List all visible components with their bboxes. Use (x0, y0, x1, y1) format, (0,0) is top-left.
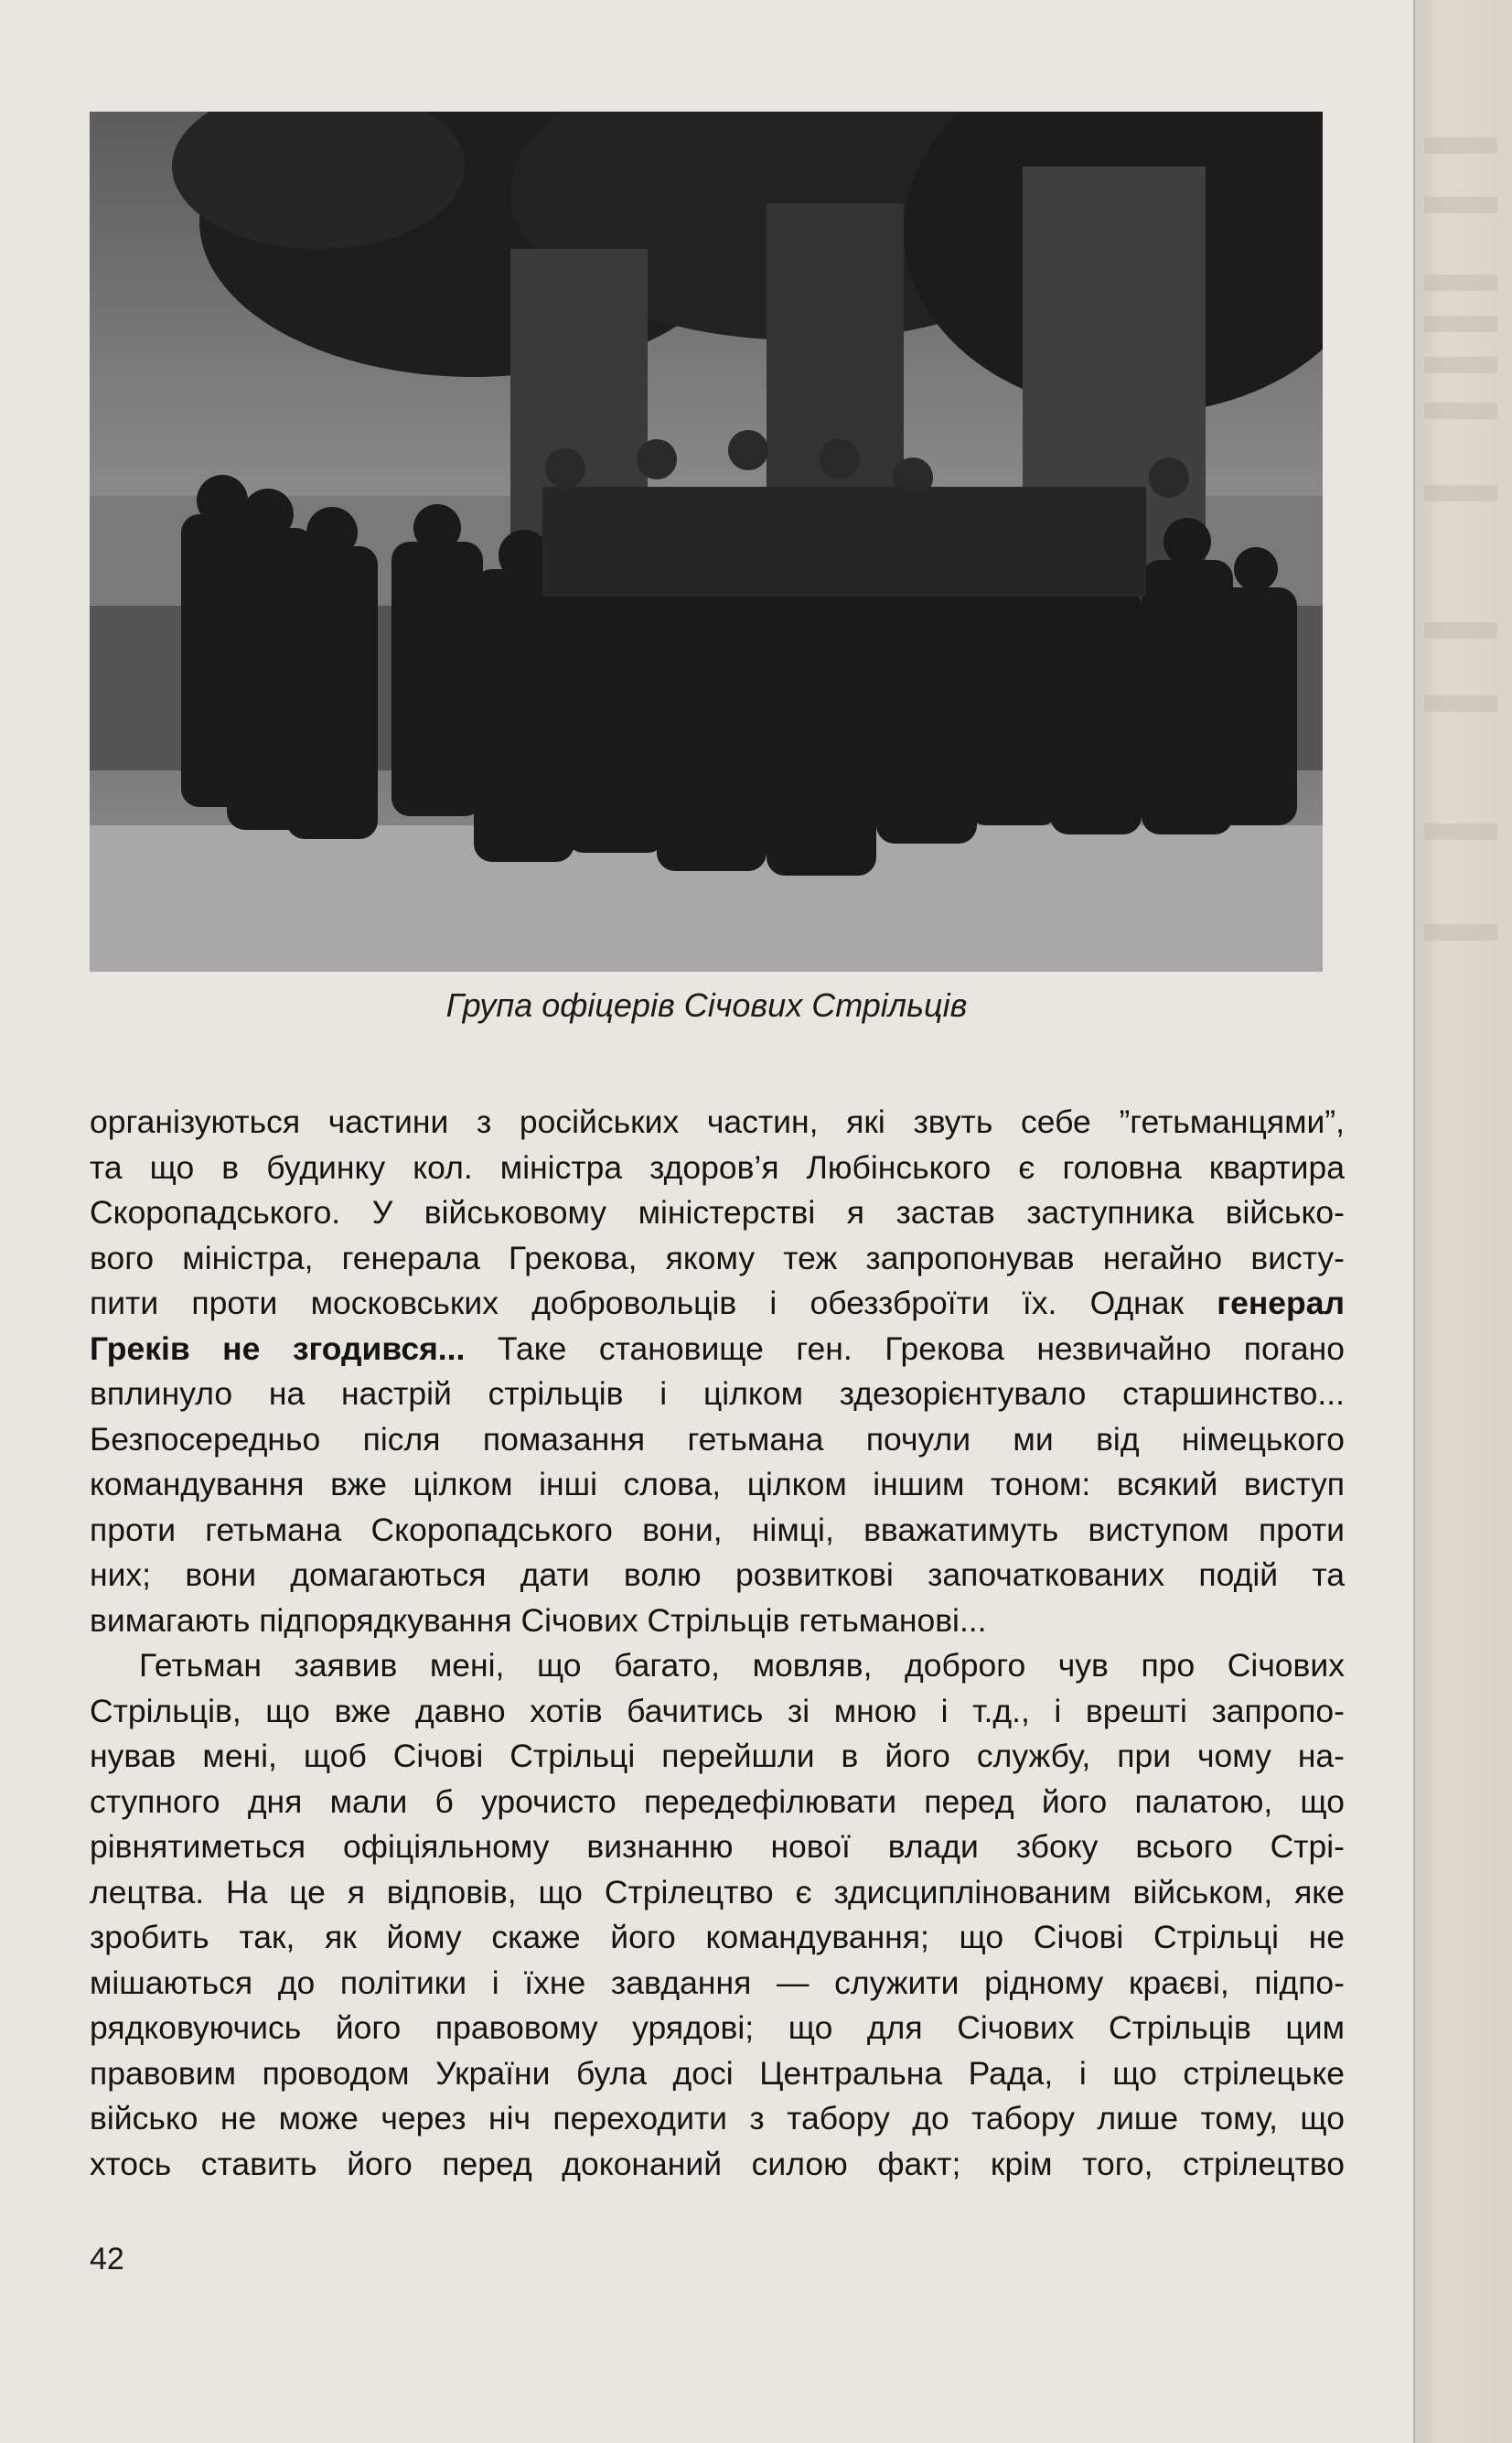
text-line: організуються частини з російських частин, які звуть себе ”гетьманцями”, (90, 1103, 1345, 1140)
photo-caption: Група офіцерів Січових Стрільців (445, 986, 968, 1024)
text-line: зробить так, як йому скаже його командування; що Січові Стрільці не (90, 1919, 1345, 1955)
bold-phrase: Греків не згодився... (90, 1329, 466, 1367)
text-line: вимагають підпорядкування Січових Стрільців гетьманові... (90, 1601, 987, 1639)
text-segment: пити проти московських добровольців і обеззброїти їх. Однак (90, 1285, 1185, 1321)
photo-officers-group-icon (90, 112, 1323, 972)
text-line: командування вже цілком інші слова, цілком іншим тоном: всякий виступ (90, 1466, 1345, 1502)
text-line: Безпосередньо після помазання гетьмана почули ми від німецького (90, 1420, 1345, 1458)
text-line: правовим проводом України була досі Центральна Рада, і що стрілецьке (90, 2054, 1345, 2092)
text-line: вплинуло на настрій стрільців і цілком здезорієнтувало старшинство... (90, 1375, 1345, 1412)
text-line: вого міністра, генерала Грекова, якому теж запропонував негайно висту- (90, 1239, 1345, 1276)
text-line: Гетьман заявив мені, що багато, мовляв, доброго чув про Січових (139, 1647, 1345, 1684)
text-line: рівнятиметься офіціяльному визнанню нової влади збоку всього Стрі- (90, 1828, 1345, 1865)
text-segment: Таке становище ген. Грекова незвичайно погано (497, 1329, 1346, 1367)
text-line: хтось ставить його перед доконаний силою факт; крім того, стрілецтво (90, 2145, 1345, 2182)
text-line: рядковуючись його правовому урядові; що для Січових Стрільців цим (90, 2009, 1345, 2046)
body-text (90, 1100, 1345, 2187)
facing-page-edge (1413, 0, 1512, 2443)
text-line: проти гетьмана Скоропадського вони, німці, вважатимуть виступом проти (90, 1511, 1345, 1548)
text-line-with-bold (90, 1281, 1345, 1327)
bold-phrase: генерал (1217, 1285, 1345, 1321)
text-line: військо не може через ніч переходити з табору до табору лише тому, що (90, 2100, 1345, 2136)
text-line: нував мені, щоб Січові Стрільці перейшли в його службу, при чому на- (90, 1738, 1345, 1774)
text-line: мішаються до політики і їхне завдання — служити рідному краєві, підпо- (90, 1964, 1345, 2001)
text-line: Скоропадського. У військовому міністерстві я застав заступника військо- (90, 1194, 1345, 1231)
photo-officers-group (90, 112, 1323, 972)
text-line: ступного дня мали б урочисто передефілювати перед його палатою, що (90, 1782, 1345, 1820)
page-number: 42 (90, 2242, 124, 2276)
text-line: них; вони домагаються дати волю розвиткові започаткованих подій та (90, 1556, 1345, 1593)
text-line: Стрільців, що вже давно хотів бачитись зі мною і т.д., і врешті запропо- (90, 1692, 1345, 1729)
text-line-with-bold (90, 1327, 1345, 1372)
text-line: лецтва. На це я відповів, що Стрілецтво є здисциплінованим військом, яке (90, 1873, 1345, 1910)
text-line: та що в будинку кол. міністра здоров’я Любінського є головна квартира (90, 1148, 1345, 1186)
